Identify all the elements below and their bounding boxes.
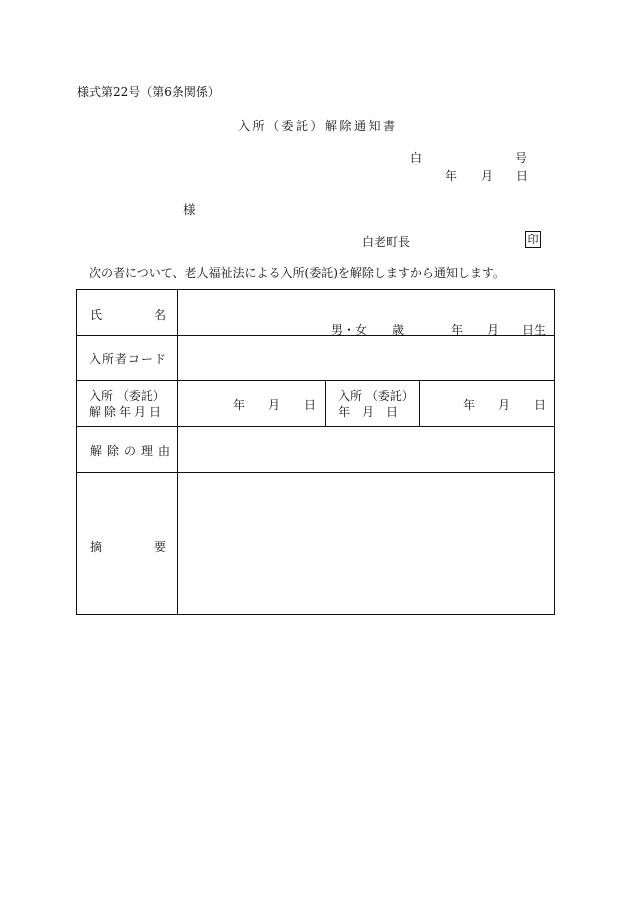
seal-mark: 印	[525, 231, 541, 248]
remarks-field[interactable]	[179, 474, 554, 614]
release-date-month: 月	[268, 398, 281, 412]
form-number: 様式第22号（第6条関係）	[77, 85, 220, 99]
remarks-label-second: 要	[154, 540, 167, 554]
name-label-first: 氏	[90, 308, 103, 322]
reason-label: 解除の理由	[90, 444, 176, 458]
label-column-divider	[177, 290, 178, 614]
recipient-honorific: 様	[183, 202, 196, 217]
release-date-label-line1: 入所 （委託）	[89, 389, 165, 403]
form-table	[76, 289, 555, 615]
date-column-divider	[419, 380, 420, 426]
notice-body: 次の者について、老人福祉法による入所(委託)を解除しますから通知します。	[89, 266, 505, 280]
issue-date-month: 月	[481, 169, 494, 183]
admission-date-year: 年	[463, 398, 476, 412]
name-label-second: 名	[154, 308, 167, 322]
age-label: 歳	[392, 323, 405, 337]
row-divider	[77, 335, 554, 336]
birth-day-label: 日生	[522, 323, 547, 337]
admission-date-label-line1: 入所 （委託）	[338, 389, 414, 403]
date-column-divider	[325, 380, 326, 426]
admission-date-label-line2: 年 月 日	[338, 405, 399, 419]
release-date-label-line2: 解除年月日	[89, 405, 165, 419]
document-title: 入所（委託）解除通知書	[238, 119, 398, 133]
birth-year-label: 年	[451, 323, 464, 337]
row-divider	[77, 426, 554, 427]
issue-date-year: 年	[445, 169, 458, 183]
resident-code-field[interactable]	[179, 337, 554, 379]
issue-number-prefix: 白	[410, 151, 423, 165]
admission-date-day: 日	[534, 398, 547, 412]
issue-number-suffix: 号	[515, 151, 528, 165]
issue-date-day: 日	[516, 169, 529, 183]
remarks-label-first: 摘	[90, 540, 103, 554]
birth-month-label: 月	[487, 323, 500, 337]
gender-options: 男・女	[331, 323, 368, 337]
row-divider	[77, 380, 554, 381]
admission-date-month: 月	[498, 398, 511, 412]
release-date-day: 日	[304, 398, 317, 412]
row-divider	[77, 472, 554, 473]
resident-code-label: 入所者コード	[89, 352, 168, 366]
release-date-year: 年	[233, 398, 246, 412]
issuer-name: 白老町長	[362, 235, 411, 249]
reason-field[interactable]	[179, 428, 554, 471]
